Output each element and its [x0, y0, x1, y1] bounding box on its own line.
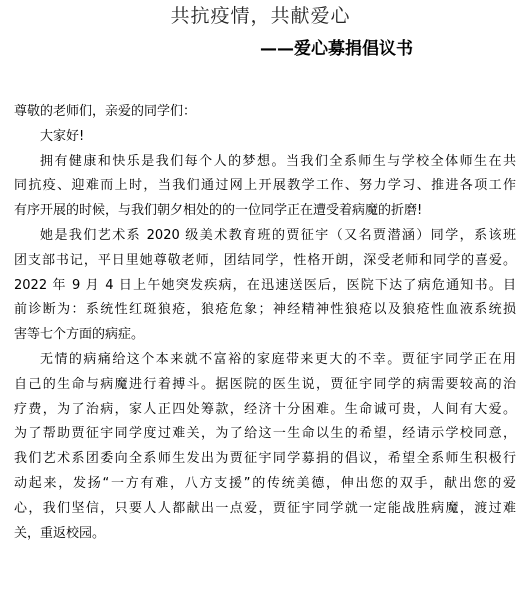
paragraph-3-line: 动起来，发扬“一方有难，八方支援”的传统美德，伸出您的双手，献出您的爱 — [14, 475, 516, 491]
paragraph-2-line: 2022 年 9 月 4 日上午她突发疾病，在迅速送医后，医院下达了病危通知书。目 — [14, 277, 516, 293]
paragraph-1-line: 有序开展的时候，与我们朝夕相处的的一位同学正在遭受着病魔的折磨! — [14, 203, 423, 219]
paragraph-2-line: 前诊断为：系统性红斑狼疮，狼疮危象；神经精神性狼疮以及狼疮性血液系统损 — [14, 302, 516, 318]
paragraph-3-line: 我们艺术系团委向全系师生发出为贾征宇同学募捐的倡议，希望全系师生积极行 — [14, 451, 516, 467]
document-title: 共抗疫情，共献爱心 — [170, 5, 351, 27]
greeting: 大家好! — [40, 128, 85, 144]
paragraph-3-line: 自己的生命与病魔进行着搏斗。据医院的医生说，贾征宇同学的病需要较高的治 — [14, 376, 516, 392]
paragraph-3-line: 关，重返校园。 — [14, 525, 106, 541]
paragraph-3-line: 疗费，为了治病，家人正四处筹款，经济十分困难。生命诚可贵，人间有大爱。 — [14, 401, 516, 417]
paragraph-2-line: 害等七个方面的病症。 — [14, 327, 145, 343]
paragraph-2-line: 她是我们艺术系 2020 级美术教育班的贾征宇（又名贾潜涵）同学，系该班 — [40, 227, 516, 243]
salutation: 尊敬的老师们，亲爱的同学们： — [14, 104, 197, 119]
document-body — [14, 100, 516, 546]
document-subtitle: ——爱心募捐倡议书 — [260, 39, 413, 59]
paragraph-1-line: 同抗疫、迎难而上时，当我们通过网上开展教学工作、努力学习、推进各项工作 — [14, 178, 516, 194]
paragraph-3-line: 无情的病痛给这个本来就不富裕的家庭带来更大的不幸。贾征宇同学正在用 — [40, 351, 516, 367]
paragraph-2-line: 团支部书记，平日里她尊敬老师，团结同学，性格开朗，深受老师和同学的喜爱。 — [14, 252, 516, 268]
paragraph-1-line: 拥有健康和快乐是我们每个人的梦想。当我们全系师生与学校全体师生在共 — [40, 153, 516, 169]
paragraph-3-line: 为了帮助贾征宇同学度过难关，为了给这一生命以生的希望，经请示学校同意， — [14, 426, 516, 442]
paragraph-3-line: 心，我们坚信，只要人人都献出一点爱，贾征宇同学就一定能战胜病魔，渡过难 — [14, 500, 516, 516]
